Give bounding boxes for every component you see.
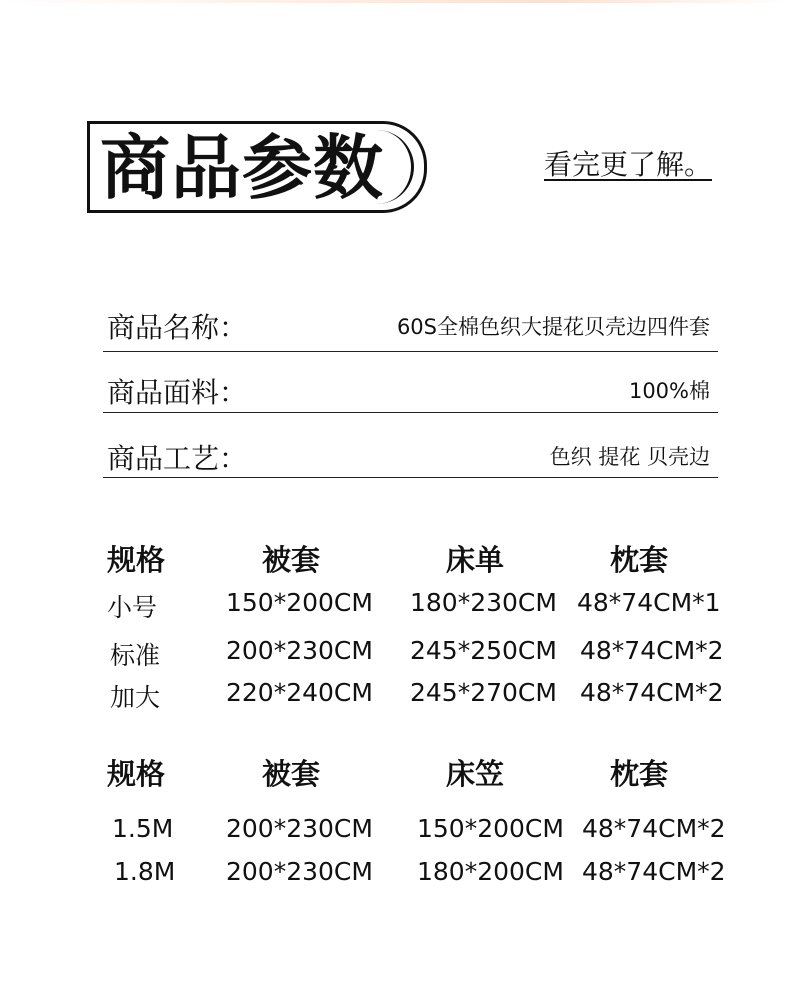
spec-table-2-header	[0, 752, 790, 792]
property-value: 100%棉	[628, 379, 710, 403]
table-cell: 245*270CM	[410, 678, 557, 707]
property-row-name	[103, 300, 718, 352]
column-header: 规格	[107, 757, 166, 791]
table-cell: 48*74CM*2	[582, 857, 726, 886]
page-subtitle: 看完更了解。	[544, 148, 713, 181]
table-row	[0, 814, 790, 854]
table-cell: 48*74CM*2	[580, 678, 724, 707]
column-header: 枕套	[610, 757, 669, 791]
table-cell: 48*74CM*2	[582, 814, 726, 843]
property-row-craft	[103, 412, 718, 478]
table-cell: 150*200CM	[417, 814, 564, 843]
table-cell: 150*200CM	[226, 588, 373, 617]
table-cell: 加大	[110, 683, 161, 712]
property-value: 60S全棉色织大提花贝壳边四件套	[396, 315, 710, 339]
table-cell: 200*230CM	[226, 814, 373, 843]
page-title: 商品参数	[100, 127, 384, 209]
column-header: 规格	[107, 543, 166, 577]
spec-table-1-header	[0, 538, 790, 578]
table-cell: 200*230CM	[226, 857, 373, 886]
table-row	[0, 678, 790, 718]
table-cell: 小号	[107, 593, 158, 622]
table-cell: 180*200CM	[417, 857, 564, 886]
property-label: 商品名称：	[107, 311, 248, 344]
table-row	[0, 857, 790, 897]
table-row	[0, 636, 790, 676]
property-label: 商品面料：	[107, 376, 248, 409]
table-row	[0, 588, 790, 628]
column-header: 被套	[262, 757, 321, 791]
property-label: 商品工艺：	[107, 442, 248, 475]
column-header: 床单	[446, 543, 505, 577]
column-header: 床笠	[446, 757, 505, 791]
table-cell: 220*240CM	[226, 678, 373, 707]
table-cell: 48*74CM*2	[580, 636, 724, 665]
column-header: 枕套	[610, 543, 669, 577]
table-cell: 标准	[110, 641, 161, 670]
top-accent-line	[0, 0, 790, 3]
table-cell: 200*230CM	[226, 636, 373, 665]
table-cell: 1.5M	[112, 814, 174, 843]
table-cell: 48*74CM*1	[577, 588, 721, 617]
property-row-fabric	[103, 351, 718, 413]
table-cell: 180*230CM	[410, 588, 557, 617]
property-value: 色织 提花 贝壳边	[549, 445, 710, 469]
column-header: 被套	[262, 543, 321, 577]
table-cell: 245*250CM	[410, 636, 557, 665]
table-cell: 1.8M	[114, 857, 176, 886]
